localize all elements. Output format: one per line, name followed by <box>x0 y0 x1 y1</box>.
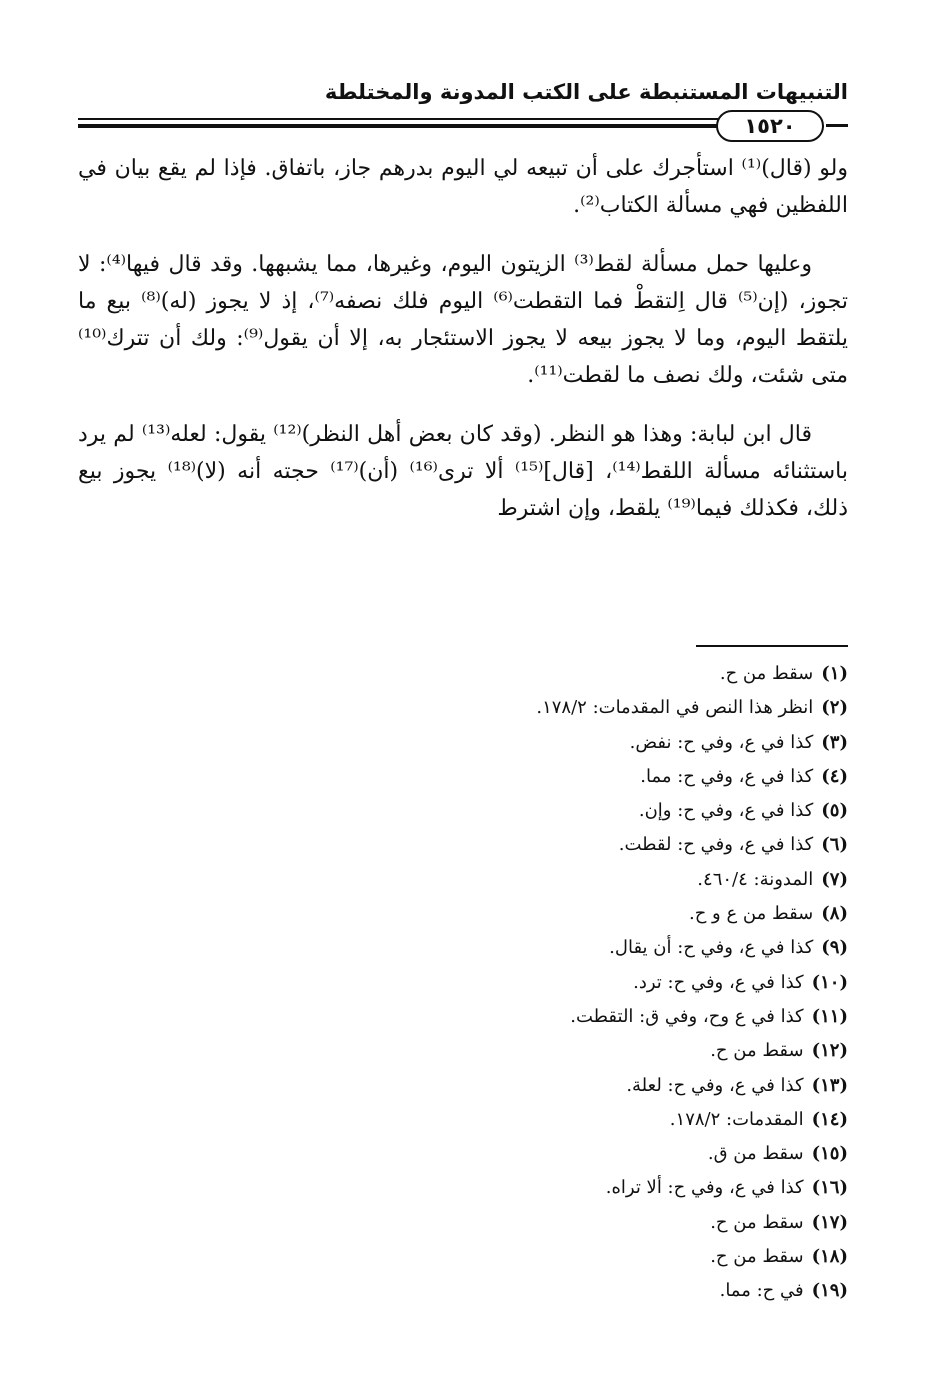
footnote-text: كذا في ع، وفي ح: ألا تراه. <box>605 1177 804 1199</box>
footnote-item <box>148 657 848 691</box>
header-rule-thick <box>78 124 718 128</box>
footnote-text: كذا في ع، وفي ح: أن يقال. <box>609 937 814 959</box>
footnote-number: (١٢) <box>811 1040 848 1062</box>
footnote-text: كذا في ع، وفي ح: وإن. <box>638 800 814 822</box>
footnote-number: (١٥) <box>811 1143 848 1165</box>
page-header <box>78 80 848 150</box>
footnote-item <box>148 931 848 965</box>
footnote-text: سقط من ح. <box>719 663 814 684</box>
footnote-item <box>148 794 848 828</box>
footnote-item <box>148 966 848 1000</box>
footnote-number: (٨) <box>821 903 848 925</box>
footnote-item <box>148 1206 848 1240</box>
footnote-text: كذا في ع، وفي ح: لعلة. <box>626 1074 804 1096</box>
footnote-item <box>148 1171 848 1205</box>
footnote-text: المقدمات: ١٧٨/٢. <box>669 1108 804 1130</box>
footnote-item <box>148 1000 848 1034</box>
footnote-number: (١٧) <box>811 1211 848 1233</box>
header-rule-end <box>826 124 848 127</box>
footnote-number: (٢) <box>821 697 848 719</box>
footnote-item <box>148 726 848 760</box>
footnote-text: كذا في ع، وفي ح: لقطت. <box>618 834 814 856</box>
footnote-number: (١٨) <box>811 1246 848 1268</box>
footnote-text: سقط من ع و ح. <box>688 903 814 925</box>
footnote-number: (٩) <box>821 937 848 959</box>
header-rule <box>78 118 718 120</box>
footnote-text: سقط من ح. <box>710 1246 804 1268</box>
footnote-text: سقط من ح. <box>710 1040 804 1062</box>
footnote-text: سقط من ق. <box>707 1143 804 1165</box>
paragraph-3: قال ابن لبابة: وهذا هو النظر. (وقد كان بعض أهل النظر)⁽¹²⁾ يقول: لعله⁽¹³⁾ لم يرد باستثنائه مسألة اللقط⁽¹⁴⁾، [قال]⁽¹⁵⁾ ألا ترى⁽¹⁶⁾ (أن)⁽¹⁷⁾ حجته أنه (لا)⁽¹⁸⁾ يجوز بيع ذلك، فكذلك فيما⁽¹⁹⁾ يلقط، وإن اشترط <box>78 422 848 521</box>
footnote-item <box>148 1137 848 1171</box>
footnote-number: (١) <box>821 663 848 684</box>
footnote-item <box>148 897 848 931</box>
footnote-text: كذا في ع وح، وفي ق: التقطت. <box>570 1005 804 1027</box>
footnote-number: (١٠) <box>811 971 848 993</box>
footnote-number: (١٩) <box>811 1280 848 1302</box>
footnote-number: (١٦) <box>811 1177 848 1199</box>
footnotes <box>148 657 848 1309</box>
footnote-number: (٦) <box>821 834 848 856</box>
footnote-number: (١١) <box>811 1005 848 1027</box>
footnote-text: كذا في ع، وفي ح: ترد. <box>633 971 804 993</box>
footnote-item <box>148 1069 848 1103</box>
footnote-item <box>148 863 848 897</box>
running-title: التنبيهات المستنبطة على الكتب المدونة والمختلطة <box>324 80 848 104</box>
footnote-number: (١٣) <box>811 1074 848 1096</box>
footnote-number: (١٤) <box>811 1108 848 1130</box>
paragraph-1: ولو (قال)⁽¹⁾ استأجرك على أن تبيعه لي اليوم بدرهم جاز، باتفاق. فإذا لم يقع بيان في اللفظين فهي مسألة الكتاب⁽²⁾. <box>78 156 848 218</box>
page-number: ١٥٢٠ <box>716 110 824 142</box>
footnote-item <box>148 1034 848 1068</box>
footnote-number: (٧) <box>821 868 848 890</box>
footnote-item <box>148 760 848 794</box>
footnote-number: (٤) <box>821 765 848 787</box>
footnote-text: انظر هذا النص في المقدمات: ١٧٨/٢. <box>536 697 814 719</box>
footnote-number: (٣) <box>821 731 848 753</box>
main-text <box>78 150 848 549</box>
footnote-text: المدونة: ٤٦٠/٤. <box>697 868 814 890</box>
paragraph-2: وعليها حمل مسألة لقط⁽³⁾ الزيتون اليوم، وغيرها، مما يشبهها. وقد قال فيها⁽⁴⁾: لا تجوز، (إن⁽⁵⁾ قال اِلتقطْ فما التقطت⁽⁶⁾ اليوم فلك نصفه⁽⁷⁾، إذ لا يجوز (له)⁽⁸⁾ بيع ما يلتقط اليوم، وما لا يجوز بيعه لا يجوز الاستئجار به، إلا أن يقول⁽⁹⁾: ولك أن تترك⁽¹⁰⁾ متى شئت، ولك نصف ما لقطت⁽¹¹⁾. <box>78 252 848 388</box>
footnote-text: في ح: مما. <box>719 1280 804 1302</box>
footnote-item <box>148 828 848 862</box>
footnote-item <box>148 1240 848 1274</box>
footnote-number: (٥) <box>821 800 848 822</box>
footnote-text: كذا في ع، وفي ح: نفض. <box>629 731 814 753</box>
footnote-item <box>148 1103 848 1137</box>
footnote-text: كذا في ع، وفي ح: مما. <box>640 765 814 787</box>
footnote-item <box>148 691 848 725</box>
footnote-item <box>148 1274 848 1308</box>
footnote-separator <box>696 645 848 647</box>
footnote-text: سقط من ح. <box>710 1211 804 1233</box>
